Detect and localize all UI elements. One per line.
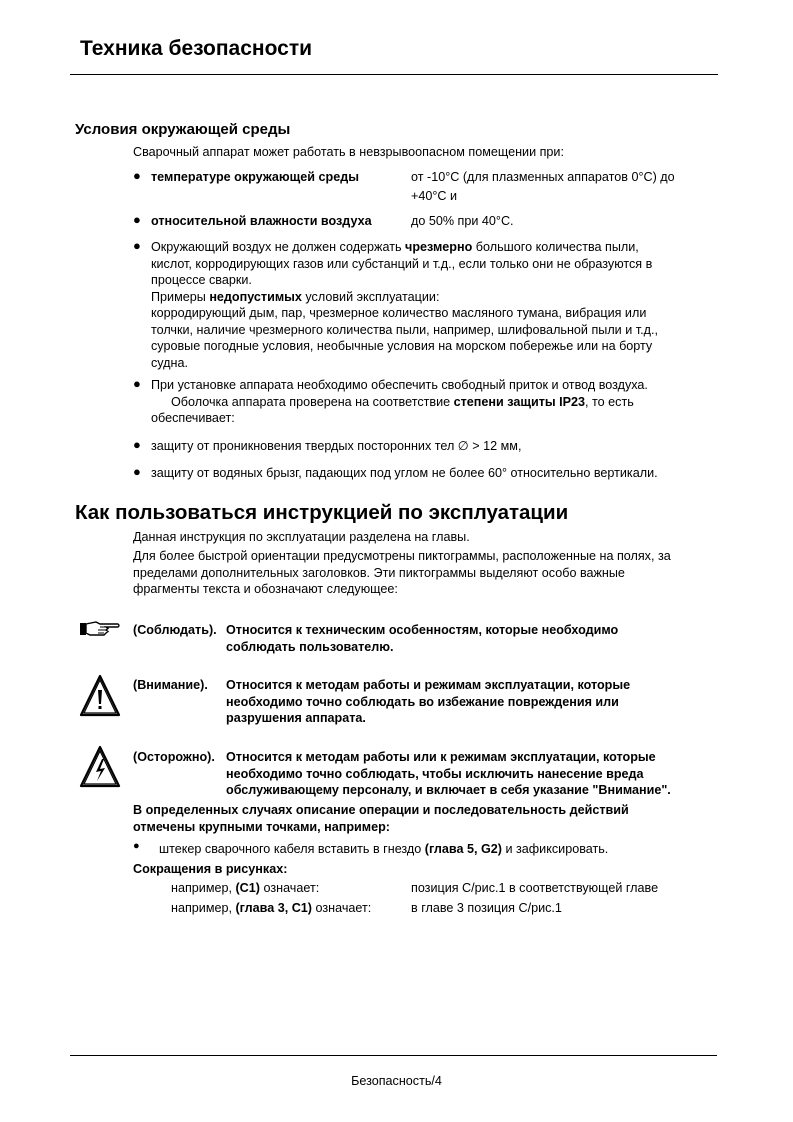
- bullet-icon: ●: [133, 437, 141, 452]
- env-water-protection: защиту от водяных брызг, падающих под углом не более 60° относительно вертикали.: [151, 466, 658, 480]
- icon-desc-caution: Относится к методам работы или к режимам эксплуатации, которые необходимо точно соблюдать, чтобы исключить нанесение вреда обслуживающему персоналу, и включает в себя указание "Внимание".: [226, 750, 671, 797]
- bullet-icon: ●: [133, 238, 141, 253]
- warning-triangle-icon: [79, 674, 121, 718]
- env-install-paragraph: При установке аппарата необходимо обеспечить свободный приток и отвод воздуха. Оболочка аппарата проверена на соответствие степени защиты IP23, то есть обеспечивает:: [151, 378, 648, 425]
- icon-label-attention: (Внимание).: [133, 678, 208, 692]
- env-temp-label: температуре окружающей среды: [151, 170, 359, 184]
- env-solid-protection: защиту от проникновения твердых посторонних тел ∅ > 12 мм,: [151, 439, 522, 453]
- bullet-icon: ●: [133, 212, 141, 227]
- page-title: Техника безопасности: [80, 37, 313, 60]
- abbr-meaning-2: в главе 3 позиция C/рис.1: [411, 901, 562, 915]
- dots-note: В определенных случаях описание операции и последовательность действий отмечены крупными точками, например:: [133, 803, 629, 834]
- bullet-icon: ●: [133, 376, 141, 391]
- icon-desc-observe: Относится к техническим особенностям, которые необходимо соблюдать пользователю.: [226, 623, 619, 654]
- section-heading-howto: Как пользоваться инструкцией по эксплуатации: [75, 501, 569, 524]
- icon-label-observe: (Соблюдать).: [133, 623, 217, 637]
- example-step: штекер сварочного кабеля вставить в гнездо (глава 5, G2) и зафиксировать.: [159, 842, 609, 856]
- header-rule: [70, 74, 718, 75]
- page-number: Безопасность/4: [351, 1074, 442, 1088]
- howto-p1: Данная инструкция по эксплуатации разделена на главы.: [133, 530, 470, 544]
- env-air-paragraph: Окружающий воздух не должен содержать чрезмерно большого количества пыли, кислот, корродирующих газов или субстанций и т.д., если только они не образуются в процессе сварки. Примеры недопустимых условий эксплуатации: корродирующий дым, пар, чрезмерное количество масляного тумана, вибрация или толчки, наличие чрезмерного количества пыли, например, шлифовальной пыли и т.д., суровые погодные условия, необычные условия на морском побережье или на борту судна.: [151, 240, 658, 370]
- abbr-heading: Сокращения в рисунках:: [133, 862, 288, 876]
- bullet-icon: ●: [133, 464, 141, 479]
- electric-hazard-icon: [79, 745, 121, 789]
- abbr-example-2: например, (глава 3, C1) означает:: [171, 901, 372, 915]
- env-temp-value-1: от -10°C (для плазменных аппаратов 0°C) до: [411, 170, 675, 184]
- howto-p2: Для более быстрой ориентации предусмотрены пиктограммы, расположенные на полях, за пределами дополнительных заголовков. Эти пиктограммы выделяют особо важные фрагменты текста и обозначают следующее:: [133, 549, 671, 596]
- footer-rule: [70, 1055, 717, 1056]
- abbr-example-1: например, (C1) означает:: [171, 881, 320, 895]
- bullet-icon: ●: [133, 168, 141, 183]
- bullet-icon: ●: [133, 840, 140, 852]
- pointing-hand-icon: [80, 620, 120, 638]
- env-humidity-label: относительной влажности воздуха: [151, 214, 372, 228]
- section-heading-environment: Условия окружающей среды: [75, 121, 291, 138]
- env-intro: Сварочный аппарат может работать в невзрывоопасном помещении при:: [133, 145, 564, 159]
- icon-label-caution: (Осторожно).: [133, 750, 215, 764]
- abbr-meaning-1: позиция C/рис.1 в соответствующей главе: [411, 881, 659, 895]
- env-humidity-value: до 50% при 40°C.: [411, 214, 514, 228]
- icon-desc-attention: Относится к методам работы и режимам эксплуатации, которые необходимо точно соблюдать во избежание повреждения или разрушения аппарата.: [226, 678, 631, 725]
- env-temp-value-2: +40°C и: [411, 189, 458, 203]
